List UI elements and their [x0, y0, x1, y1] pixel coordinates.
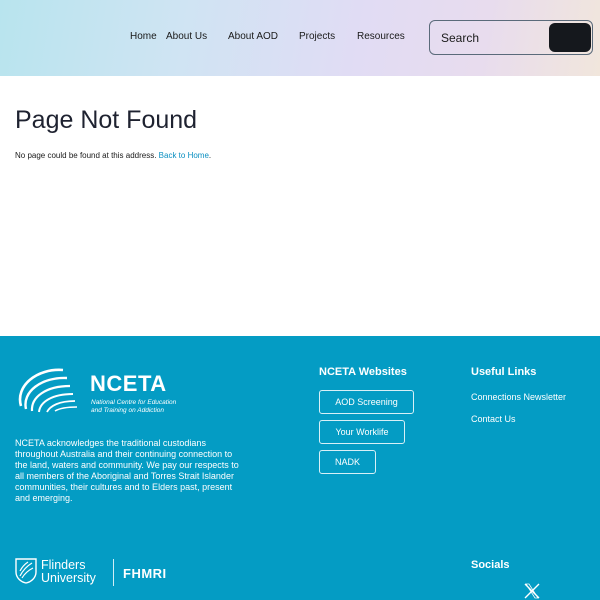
nav-home[interactable]: Home [130, 31, 157, 42]
socials-title: Socials [471, 559, 510, 571]
search-box [429, 20, 593, 55]
nadk-button[interactable]: NADK [319, 450, 376, 474]
connections-newsletter-link[interactable]: Connections Newsletter [471, 392, 567, 402]
acknowledgement-text: NCETA acknowledges the traditional custodians throughout Australia and their continuing connection to the land, waters and community. We pay our respects to all members of the Aboriginal and Torres Strait Islander communities, their cultures and to Elders past, present and emerging. [15, 438, 239, 503]
your-worklife-button[interactable]: Your Worklife [319, 420, 405, 444]
back-to-home-link[interactable]: Back to Home [158, 151, 209, 160]
x-icon[interactable] [524, 583, 540, 599]
websites-title: NCETA Websites [319, 366, 407, 378]
not-found-message: No page could be found at this address. Back to Home. [15, 151, 212, 160]
nav-projects[interactable]: Projects [299, 31, 336, 42]
nav-resources[interactable]: Resources [357, 31, 405, 42]
page-title: Page Not Found [15, 106, 198, 134]
logo-subtitle-line2: and Training on Addiction [91, 407, 164, 414]
fhmri-logo[interactable]: FHMRI [123, 566, 167, 581]
flinders-line2: University [41, 571, 96, 585]
search-button[interactable] [549, 23, 591, 52]
nceta-logo[interactable] [15, 366, 177, 421]
nceta-wave-icon [15, 366, 85, 416]
nav-about-aod[interactable]: About AOD [228, 31, 279, 42]
flinders-text [41, 559, 96, 585]
logo-subtitle-line1: National Centre for Education [91, 399, 177, 406]
flinders-university-logo[interactable] [15, 558, 96, 589]
flinders-line1: Flinders [41, 558, 86, 572]
search-input[interactable] [441, 29, 545, 47]
message-text: No page could be found at this address. [15, 151, 157, 160]
site-header [0, 0, 600, 76]
partner-divider [113, 559, 114, 586]
nav-about-us[interactable]: About Us [166, 31, 208, 42]
site-footer [0, 336, 600, 600]
useful-links-title: Useful Links [471, 366, 537, 378]
flinders-shield-icon [15, 558, 37, 584]
logo-name: NCETA [90, 371, 167, 396]
aod-screening-button[interactable]: AOD Screening [319, 390, 414, 414]
contact-us-link[interactable]: Contact Us [471, 414, 516, 424]
logo-subtitle [91, 399, 176, 415]
